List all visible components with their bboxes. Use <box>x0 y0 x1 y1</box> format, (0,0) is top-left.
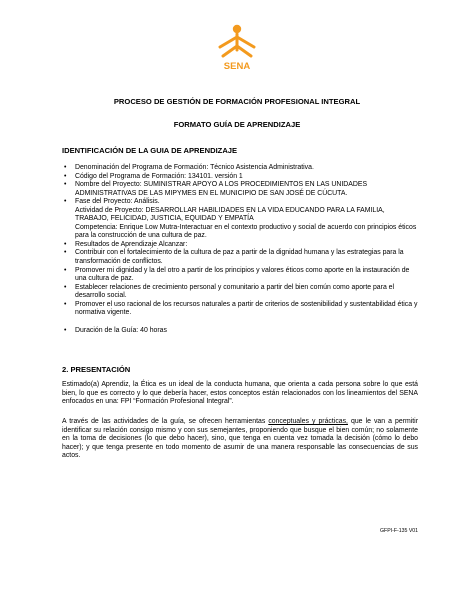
fase-text: • Fase del Proyecto: Análisis. <box>75 198 160 206</box>
identification-list <box>62 164 418 335</box>
actividad-text: Actividad de Proyecto: DESARROLLAR HABILIDADES EN LA VIDA EDUCANDO PARA LA FAMILIA, TRABAJO, FELICIDAD, JUSTICIA, EQUIDAD Y EMPATÍA <box>75 206 385 223</box>
list-item: • Establecer relaciones de crecimiento personal y comunitario a partir del bien común como aporte para el desarrollo social. <box>62 284 418 301</box>
underlined-text: conceptuales y prácticas, <box>268 418 348 425</box>
list-item: • Denominación del Programa de Formación: Técnico Asistencia Administrativa. <box>62 164 418 173</box>
logo-wordmark: SENA <box>223 61 251 72</box>
list-item: • Nombre del Proyecto: SUMINISTRAR APOYO A LOS PROCEDIMIENTOS EN LAS UNIDADES ADMINISTRATIVAS DE LAS MIPYMES EN EL MUNICIPIO DE SAN JOSÉ DE CÚCUTA. <box>62 181 418 198</box>
competencia-text: Competencia: Enrique Low Mutra-Interactuar en el contexto productivo y social de acuerdo con principios éticos para la construcción de una cultura de paz. <box>75 223 417 240</box>
list-item: • Contribuir con el fortalecimiento de la cultura de paz a partir de la dignidad humana y las estrategias para la transformación de conflictos. <box>62 249 418 266</box>
format-title: FORMATO GUÍA DE APRENDIZAJE <box>173 120 301 129</box>
sena-logo-graphic <box>209 20 265 76</box>
paragraph-text: que le van a permitir identificar su relación consigo mismo y con sus semejantes, proponiendo que busque el bien común; no solamente en la toma de decisiones (lo que debo hacer), sino, que tenga en cuenta vez tomada la decisión (cómo lo debo hacer); y que tenga presente en todo momento de asumir de una manera responsable las consecuencias de sus actos. <box>62 418 418 460</box>
list-item: • Promover el uso racional de los recursos naturales a partir de criterios de sostenibilidad y sustentabilidad ética y normativa vigente. <box>62 301 418 318</box>
list-item-duration: • Duración de la Guía: 40 horas <box>62 327 418 336</box>
presentation-heading: 2. PRESENTACIÓN <box>62 365 131 374</box>
list-item: • Promover mi dignidad y la del otro a partir de los principios y valores éticos como aporte en la instauración de una cultura de paz. <box>62 267 418 284</box>
sena-logo <box>209 20 265 76</box>
presentation-paragraph-1: Estimado(a) Aprendiz, la Ética es un ideal de la conducta humana, que orienta a cada persona sobre lo que está bien, lo que es correcto y lo que debería hacer, estos conceptos están relacionados con los lineamientos del SENA enfocados en una: FPI “Formación Profesional Integral”. <box>62 381 418 406</box>
paragraph-text: A través de las actividades de la guía, se ofrecen herramientas <box>62 418 269 425</box>
list-item: • Resultados de Aprendizaje Alcanzar: <box>62 241 418 250</box>
form-code: GFPI-F-135 V01 <box>380 528 419 534</box>
identification-heading: IDENTIFICACIÓN DE LA GUIA DE APRENDIZAJE <box>62 146 238 155</box>
list-item-fase <box>62 198 418 241</box>
presentation-paragraph-2 <box>62 418 418 461</box>
process-title: PROCESO DE GESTIÓN DE FORMACIÓN PROFESIONAL INTEGRAL <box>113 97 361 106</box>
list-item: • Código del Programa de Formación: 134101. versión 1 <box>62 173 418 182</box>
